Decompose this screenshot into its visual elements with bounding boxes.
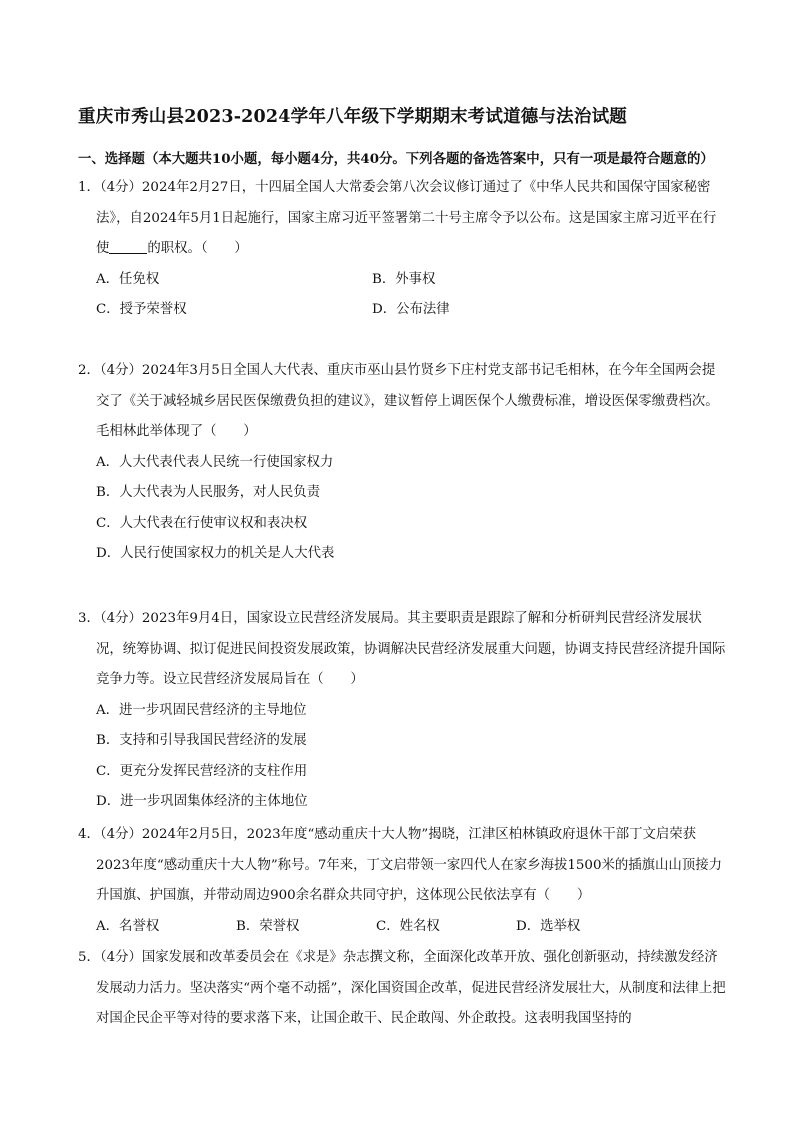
option-b: B．人大代表为人民服务，对人民负责	[96, 485, 321, 500]
option-a: A．人大代表代表人民统一行使国家权力	[96, 454, 334, 470]
question-1	[78, 173, 728, 326]
question-3-stem: 3．（4分）2023年9月4日，国家设立民营经济发展局。其主要职责是跟踪了解和分析研判民营经济发展状况，统筹协调、拟订促进民间投资发展政策，协调解决民营经济发展重大问题，协调支持民营经济提升国际竞争力等。设立民营经济发展局旨在（ ）	[78, 611, 726, 687]
question-2-stem: 2．（4分）2024年3月5日全国人大代表、重庆市巫山县竹贤乡下庄村党支部书记毛相林，在今年全国两会提交了《关于减轻城乡居民医保缴费负担的建议》，建议暂停上调医保个人缴费标准，增设医保零缴费档次。毛相林此举体现了（ ）	[78, 363, 719, 439]
option-b: B．外事权	[372, 271, 436, 287]
question-1-options	[78, 265, 728, 326]
question-4	[78, 820, 728, 942]
question-2-options	[78, 448, 728, 570]
question-1-stem-a: 1．（4分）2024年2月27日，十四届全国人大常委会第八次会议修订通过了《中华人民共和国保守国家秘密法》，自2024年5月1日起施行，国家主席习近平签署第二十号主席令予以公布。这是国家主席习近平在行使	[78, 180, 717, 256]
option-a: A．进一步巩固民营经济的主导地位	[96, 702, 307, 718]
option-c: C．人大代表在行使审议权和表决权	[96, 515, 308, 531]
option-a: A．名誉权	[96, 918, 160, 934]
option-d: D．选举权	[516, 918, 581, 934]
option-b: B．荣誉权	[236, 918, 300, 934]
answer-blank	[109, 239, 147, 254]
option-c: C．姓名权	[376, 918, 440, 934]
option-d: D．进一步巩固集体经济的主体地位	[96, 794, 308, 809]
question-4-stem: 4．（4分）2024年2月5日，2023年度“感动重庆十大人物”揭晓，江津区柏林镇政府退休干部丁文启荣获2023年度“感动重庆十大人物”称号。7年来，丁文启带领一家四代人在家乡海拔1500米的插旗山山顶接力升国旗、护国旗，并带动周边900余名群众共同守护，这体现公民依法享有（ ）	[78, 827, 722, 903]
question-1-stem-b: 的职权。（ ）	[147, 241, 248, 256]
option-b: B．支持和引导我国民营经济的发展	[96, 733, 307, 748]
question-5	[78, 943, 728, 1035]
question-1-stem	[78, 173, 728, 265]
option-c: C．授予荣誉权	[96, 302, 187, 317]
question-3-options	[78, 696, 728, 818]
option-a: A．任免权	[96, 271, 160, 287]
question-3	[78, 604, 728, 818]
section-heading: 一、选择题（本大题共10小题，每小题4分，共40分。下列各题的备选答案中，只有一项是最符合题意的）	[78, 151, 714, 167]
option-d: D．公布法律	[372, 302, 450, 317]
option-c: C．更充分发挥民营经济的支柱作用	[96, 763, 308, 779]
question-4-options	[78, 912, 728, 943]
option-d: D．人民行使国家权力的机关是人大代表	[96, 546, 335, 561]
question-2	[78, 356, 728, 570]
page-title: 重庆市秀山县2023-2024学年八年级下学期期末考试道德与法治试题	[78, 107, 627, 127]
question-5-stem: 5．（4分）国家发展和改革委员会在《求是》杂志撰文称，全面深化改革开放、强化创新驱动，持续激发经济发展动力活力。坚决落实“两个毫不动摇”，深化国资国企改革，促进民营经济发展壮大，从制度和法律上把对国企民企平等对待的要求落下来，让国企敢干、民企敢闯、外企敢投。这表明我国坚持的	[78, 950, 726, 1026]
